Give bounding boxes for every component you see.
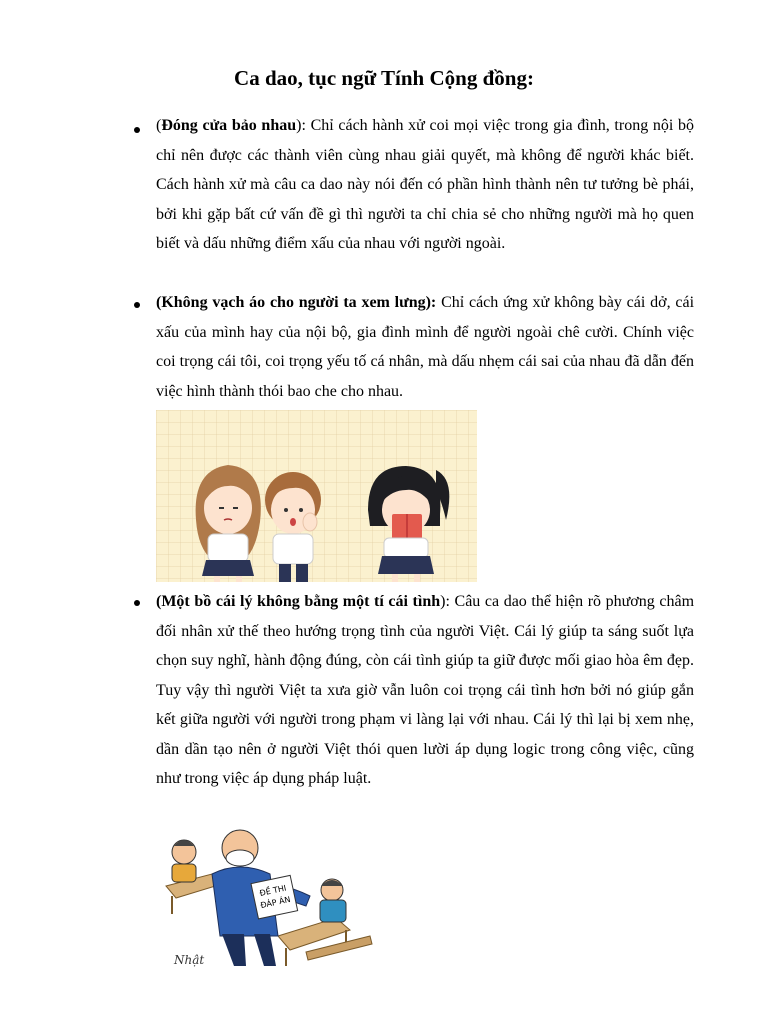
list-item-3 (156, 587, 694, 794)
bullet-icon (132, 300, 142, 310)
item-3-text: Câu ca dao thể hiện rõ phương châm đối nhân xử thế theo hướng trọng tình của người Việt. Cái lý giúp ta sáng suốt lựa chọn suy nghĩ, hành động đúng, còn cái tình giúp ta giữ được mối giao hòa êm đẹp. Tuy vậy thì người Việt ta xưa giờ vẫn luôn coi trọng cái tình hơn bởi nó giúp gắn kết giữa người với người trong phạm vi làng lại với nhau. Cái lý thì lại bị xem nhẹ, dần dần tạo nên ở người Việt thói quen lười áp dụng logic trong công việc, cũng như trong việc áp dụng pháp luật. (156, 593, 695, 787)
item-1-text: Chỉ cách hành xử coi mọi việc trong gia đình, trong nội bộ chỉ nên được các thành viên cùng nhau giải quyết, mà không để người khác biết. Cách hành xử mà câu ca dao này nói đến có phần hình thành nên tư tưởng bè phái, bởi khi gặp bất cứ vấn đề gì thì người ta chỉ chia sẻ cho những người mà họ quen biết và dấu những điểm xấu của nhau với người ngoài. (156, 117, 694, 252)
three-children-cartoon-icon (156, 410, 477, 582)
bullet-icon (132, 598, 142, 608)
list-item-1 (156, 111, 694, 259)
sign-line-2: ĐÁP ÁN (259, 894, 292, 911)
item-1-pre: ( (156, 117, 162, 134)
exam-cheating-illustration (160, 826, 375, 974)
three-children-illustration (156, 410, 477, 582)
item-3-post: ): (440, 593, 455, 610)
item-2-bold: (Không vạch áo cho người ta xem lưng): (156, 294, 437, 311)
exam-cheating-cartoon-icon (160, 826, 375, 974)
item-1-bold: Đóng cửa bảo nhau (161, 117, 297, 134)
item-2-text: Chỉ cách ứng xử không bày cái dở, cái xấu của mình hay của nội bộ, gia đình mình để người ngoài chê cười. Chính việc coi trọng cái tôi, coi trọng yếu tố cá nhân, mà dấu nhẹm cái sai của nhau đã dẫn đến việc hình thành thói bao che cho nhau. (156, 294, 695, 400)
item-3-bold: (Một bồ cái lý không bằng một tí cái tình (156, 593, 441, 610)
page-title: Ca dao, tục ngữ Tính Cộng đồng: (234, 66, 534, 90)
bullet-icon (132, 125, 142, 135)
sign-line-1: ĐỀ THI (258, 883, 288, 898)
artist-signature: Nhật (174, 953, 205, 967)
list-item-2 (156, 288, 694, 406)
item-1-post: ): (296, 117, 311, 134)
